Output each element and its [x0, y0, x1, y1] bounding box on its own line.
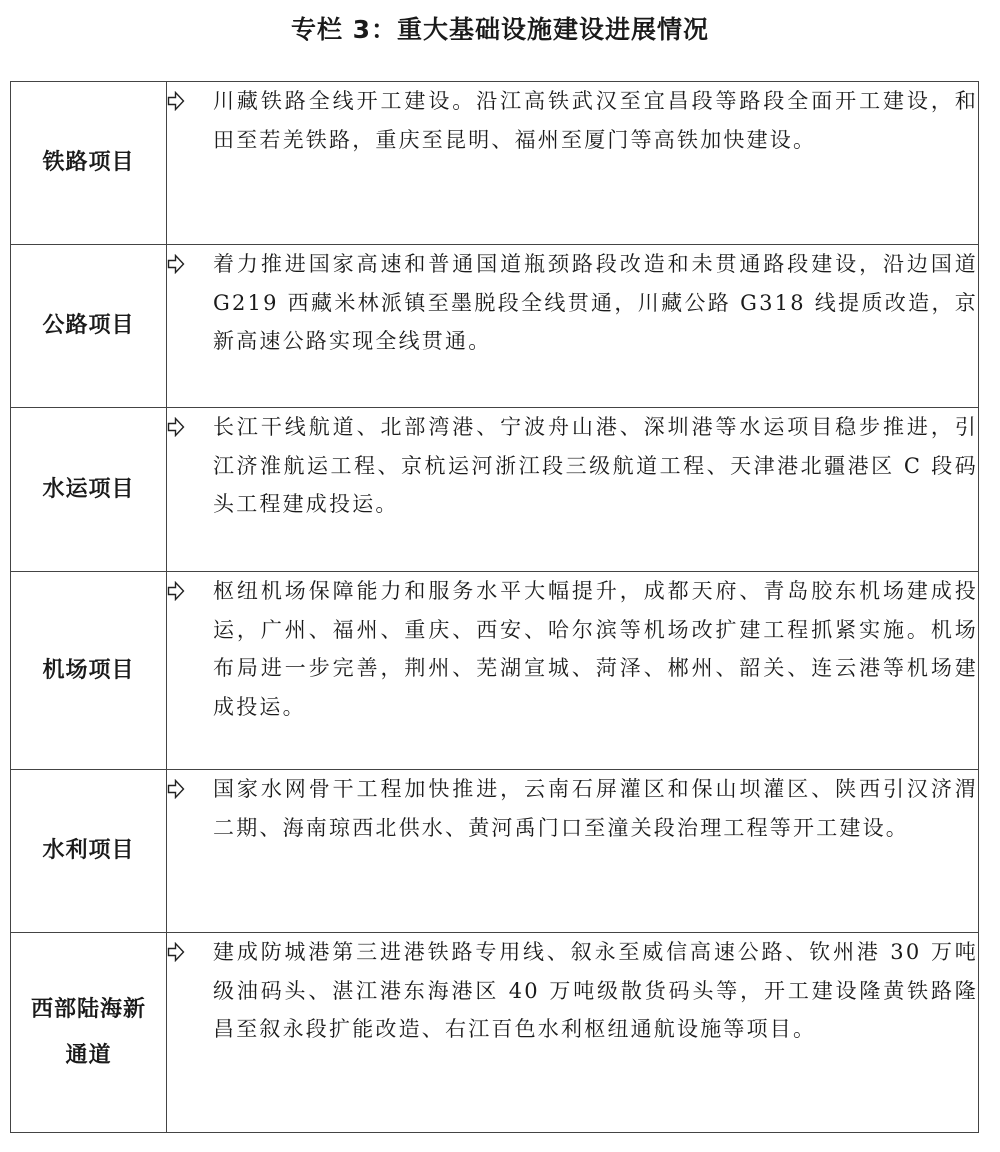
row-label: 机场项目 [42, 657, 135, 683]
table-row [11, 82, 979, 245]
row-text: 国家水网骨干工程加快推进，云南石屏灌区和保山坝灌区、陕西引汉济渭二期、海南琼西北供水、黄河禹门口至潼关段治理工程等开工建设。 [213, 777, 978, 840]
table-row [11, 572, 979, 770]
row-label: 西部陆海新通道 [30, 996, 146, 1068]
row-text: 川藏铁路全线开工建设。沿江高铁武汉至宜昌段等路段全面开工建设，和田至若羌铁路，重庆至昆明、福州至厦门等高铁加快建设。 [213, 89, 978, 152]
row-content-cell [167, 82, 979, 245]
row-label-cell [11, 770, 167, 933]
row-text: 建成防城港第三进港铁路专用线、叙永至威信高速公路、钦州港 30 万吨级油码头、湛江港东海港区 40 万吨级散货码头等，开工建设隆黄铁路隆昌至叙永段扩能改造、右江百色水利枢纽通航设施等项目。 [213, 940, 978, 1042]
row-content-cell [167, 408, 979, 572]
row-label-cell [11, 408, 167, 572]
row-text: 枢纽机场保障能力和服务水平大幅提升，成都天府、青岛胶东机场建成投运，广州、福州、重庆、西安、哈尔滨等机场改扩建工程抓紧实施。机场布局进一步完善，荆州、芜湖宣城、菏泽、郴州、韶关、连云港等机场建成投运。 [213, 579, 978, 719]
row-content-cell [167, 770, 979, 933]
table-row [11, 245, 979, 408]
row-label: 水运项目 [42, 476, 135, 502]
white-right-arrow-icon [167, 412, 213, 442]
row-label-cell [11, 245, 167, 408]
bullet-item [167, 408, 978, 524]
row-label: 铁路项目 [42, 150, 135, 175]
table-row [11, 933, 979, 1133]
infrastructure-table [10, 81, 979, 1133]
page-title: 专栏 3：重大基础设施建设进展情况 [290, 15, 710, 44]
bullet-item [167, 245, 978, 361]
bullet-item [167, 933, 978, 1049]
row-label-cell [11, 82, 167, 245]
table-row [11, 408, 979, 572]
row-text: 着力推进国家高速和普通国道瓶颈路段改造和未贯通路段建设，沿边国道 G219 西藏米林派镇至墨脱段全线贯通，川藏公路 G318 线提质改造，京新高速公路实现全线贯通。 [213, 252, 978, 354]
white-right-arrow-icon [167, 576, 213, 606]
row-label-cell [11, 572, 167, 770]
row-content-cell [167, 572, 979, 770]
white-right-arrow-icon [167, 937, 213, 967]
table-row [11, 770, 979, 933]
row-text: 长江干线航道、北部湾港、宁波舟山港、深圳港等水运项目稳步推进，引江济淮航运工程、京杭运河浙江段三级航道工程、天津港北疆港区 C 段码头工程建成投运。 [213, 415, 978, 517]
row-label-cell [11, 933, 167, 1133]
row-label: 公路项目 [42, 313, 135, 338]
row-content-cell [167, 933, 979, 1133]
bullet-item [167, 770, 978, 847]
bullet-item [167, 82, 978, 159]
row-content-cell [167, 245, 979, 408]
white-right-arrow-icon [167, 249, 213, 279]
bullet-item [167, 572, 978, 726]
white-right-arrow-icon [167, 774, 213, 804]
row-label: 水利项目 [42, 838, 135, 863]
white-right-arrow-icon [167, 86, 213, 116]
